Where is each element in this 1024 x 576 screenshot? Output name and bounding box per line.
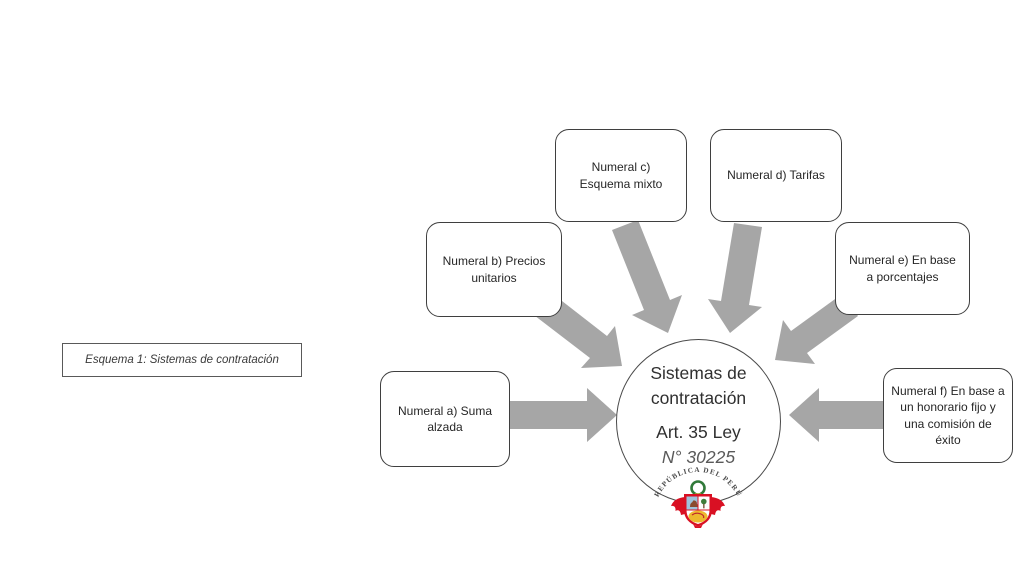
node-numeral-a xyxy=(380,371,510,467)
figure-caption-box xyxy=(62,343,302,377)
emblem-tree-crown xyxy=(701,499,707,505)
figure-caption-label: Esquema 1: Sistemas de contratación xyxy=(85,354,279,366)
center-law-number: N° 30225 xyxy=(661,447,736,467)
node-numeral-f-label: Numeral f) En base a un honorario fijo y una comisión de éxito xyxy=(891,384,1005,447)
arrow-f-to-center xyxy=(789,388,883,442)
emblem-arc-text: REPÚBLICA DEL PERÚ xyxy=(652,465,744,499)
node-numeral-e xyxy=(835,222,970,315)
node-numeral-f xyxy=(883,368,1013,463)
emblem-tree-trunk xyxy=(703,504,704,509)
arrow-d-to-center xyxy=(708,223,762,333)
node-numeral-d xyxy=(710,129,842,222)
emblem-right-wing xyxy=(711,497,725,515)
node-numeral-e-label: Numeral e) En base a porcentajes xyxy=(849,253,956,284)
emblem-wreath xyxy=(692,482,705,495)
center-law-line: Art. 35 Ley xyxy=(656,422,741,442)
node-numeral-b-label: Numeral b) Precios unitarios xyxy=(442,254,546,285)
arrow-a-to-center xyxy=(508,388,617,442)
peru-coat-of-arms-icon xyxy=(648,462,748,532)
center-title-line2: contratación xyxy=(650,388,747,408)
node-numeral-a-label: Numeral a) Suma alzada xyxy=(397,403,493,434)
arrow-c-to-center xyxy=(612,220,682,333)
emblem-left-wing xyxy=(671,497,685,515)
node-numeral-b xyxy=(426,222,562,317)
node-numeral-c-label: Numeral c) Esquema mixto xyxy=(579,160,663,191)
node-numeral-d-label: Numeral d) Tarifas xyxy=(727,168,825,183)
center-title-line1: Sistemas de xyxy=(650,363,747,383)
node-numeral-c xyxy=(555,129,687,222)
